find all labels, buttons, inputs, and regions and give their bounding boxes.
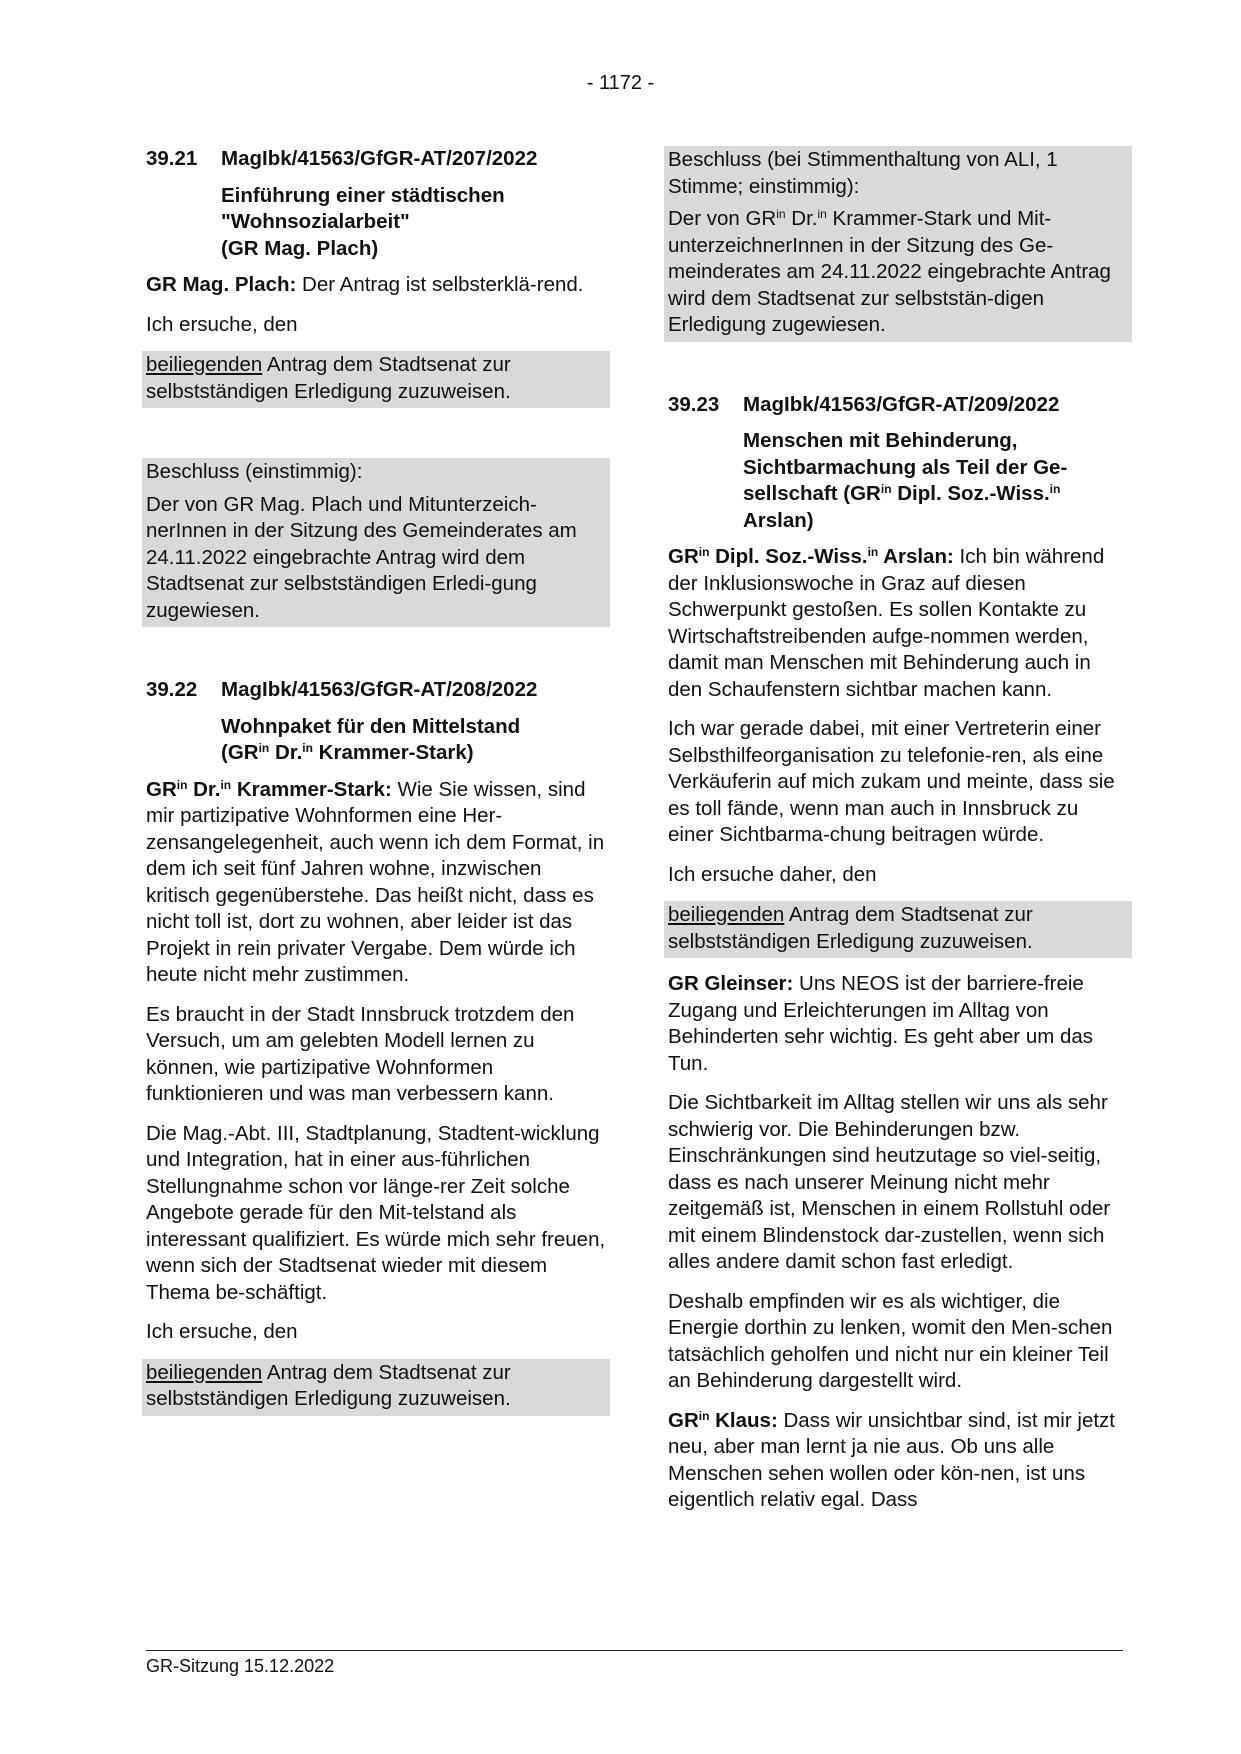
item-title: Menschen mit Behinderung, Sichtbarmachung als Teil der Ge-sellschaft ($GR^{in}$ Dipl. Soz.-Wiss.$^{in}$ Arslan) (743, 429, 1068, 532)
speech-text: Dass wir unsichtbar sind, ist mir jetzt neu, aber man lernt ja nie aus. Ob uns alle Menschen sehen wollen oder kön-nen, ist uns eigentlich relativ egal. Dass (668, 1408, 1115, 1511)
motion-box (664, 901, 1132, 958)
motion-box (142, 1359, 610, 1416)
item-title-line: Wohnpaket für den Mittelstand (221, 714, 521, 738)
motion-box (142, 351, 610, 408)
speech-text: Ich bin während der Inklusionswoche in Graz auf diesen Schwerpunkt gestoßen. Es sollen Kontakte zu Wirtschaftstreibenden aufge-nommen werden, damit man Menschen mit Behinderung auch in den Schaufenstern sichtbar machen kann. (668, 545, 1105, 701)
title-part: (GR (221, 741, 259, 764)
footer-text: GR-Sitzung 15.12.2022 (146, 1656, 335, 1676)
underlined-word: beiliegenden (668, 903, 785, 926)
item-title (221, 183, 606, 263)
speech-paragraph (146, 272, 606, 299)
speech-paragraph: Ich war gerade dabei, mit einer Vertreterin einer Selbsthilfeorganisation zu telefonie-ren, als eine Verkäuferin auf mich zukam und meinte, dass sie es toll fände, wenn man auch in Innsbruck zu einer Sichtbarma-chung beitragen würde. (668, 717, 1115, 846)
title-sup: in (258, 741, 270, 755)
motion-text (668, 902, 1128, 955)
decision-box (142, 458, 610, 627)
left-column (146, 146, 606, 1416)
speech-paragraph (668, 544, 1128, 703)
title-part: Dr. (269, 741, 303, 764)
speaker-name: $GR^{in}$ Dr.$^{in}$ Krammer-Stark: (146, 777, 392, 801)
speaker-name: $GR^{in}$ Dipl. Soz.-Wiss.$^{in}$ Arslan: (668, 545, 954, 568)
decision-text: Der von GR Mag. Plach und Mitunterzeich-nerInnen in der Sitzung des Gemeinderates am 24.11.2022 eingebrachte Antrag wird dem Stadtsenat zur selbstständigen Erledi-gung zugewiesen. (146, 492, 577, 622)
title-part: Krammer-Stark) (312, 741, 474, 764)
item-reference: MagIbk/41563/GfGR-AT/209/2022 (743, 392, 1060, 416)
motion-text (146, 352, 606, 405)
item-title-line: (GR Mag. Plach) (221, 236, 379, 260)
speech-paragraph: Die Mag.-Abt. III, Stadtplanung, Stadtent-wicklung und Integration, hat in einer aus-führlichen Stellungnahme schon vor länge-rer Zeit solche Angebote gerade für den Mit-telstand als interessant qualifiziert. Es würde mich sehr freuen, wenn sich der Stadtsenat wieder mit diesem Thema be-schäftigt. (146, 1121, 606, 1304)
decision-title: Beschluss (bei Stimmenthaltung von ALI, 1 Stimme; einstimmig): (668, 148, 1058, 198)
speaker-name: GR Gleinser: (668, 972, 794, 995)
item-heading-39-21 (146, 146, 606, 173)
speech-paragraph (668, 1408, 1128, 1514)
item-reference: MagIbk/41563/GfGR-AT/208/2022 (221, 678, 538, 701)
decision-text: Der von $GR^{in}$ Dr.$^{in}$ Krammer-Stark und Mit-unterzeichnerInnen in der Sitzung des Ge-meinderates am 24.11.2022 eingebrachte Antrag wird dem Stadtsenat zur selbststän-digen Erledigung zugewiesen. (668, 207, 1111, 336)
item-title-line: Einführung einer städtischen (221, 183, 505, 207)
speech-text: Der Antrag ist selbsterklä-rend. (296, 273, 584, 296)
item-heading-39-22 (146, 677, 606, 704)
underlined-word: beiliegenden (146, 1360, 263, 1384)
right-column (668, 146, 1128, 1527)
request-text: Ich ersuche, den (146, 1320, 298, 1343)
speaker-name: GR Mag. Plach: (146, 273, 297, 296)
motion-text (146, 1360, 606, 1413)
page-number: - 1172 - (586, 72, 655, 94)
motion-rest: Antrag dem Stadtsenat zur selbstständigen Erledigung zuzuweisen. (146, 1360, 511, 1410)
item-title-line (221, 740, 606, 767)
speech-paragraph (668, 971, 1128, 1077)
item-number: 39.22 (146, 678, 198, 701)
title-sup: in (302, 741, 313, 755)
speech-text: Wie Sie wissen, sind mir partizipative Wohnformen eine Her-zensangelegenheit, auch wenn ich dem Format, in dem ich seit fünf Jahren wohne, inzwischen kritisch gegenüberstehe. Das heißt nicht, dass es nicht toll ist, dort zu wohnen, aber leider ist das Projekt in rein privater Vergabe. Dem würde ich heute nicht mehr zustimmen. (146, 777, 605, 986)
item-number: 39.21 (146, 147, 198, 170)
item-number: 39.23 (668, 392, 720, 416)
item-reference: MagIbk/41563/GfGR-AT/207/2022 (221, 147, 538, 170)
speech-paragraph: Es braucht in der Stadt Innsbruck trotzdem den Versuch, um am gelebten Modell lernen zu können, wie partizipative Wohnformen funktionieren und was man verbessern kann. (146, 1002, 575, 1105)
speech-paragraph: Deshalb empfinden wir es als wichtiger, die Energie dorthin zu lenken, womit den Men-schen tatsächlich geholfen und nicht nur ein kleiner Teil an Behinderung dargestellt wird. (668, 1289, 1113, 1392)
motion-rest: Antrag dem Stadtsenat zur selbstständigen Erledigung zuzuweisen. (146, 353, 511, 403)
request-text: Ich ersuche, den (146, 312, 298, 336)
item-heading-39-23 (668, 392, 1128, 419)
item-title-line: "Wohnsozialarbeit" (221, 210, 410, 233)
speech-text: Uns NEOS ist der barriere-freie Zugang und Erleichterungen im Alltag von Behinderten sehr wichtig. Es geht aber um das Tun. (668, 972, 1094, 1075)
decision-title: Beschluss (einstimmig): (146, 460, 363, 483)
speech-paragraph (146, 777, 606, 989)
decision-box (664, 146, 1132, 342)
underlined-word: beiliegenden (146, 353, 263, 376)
speaker-name: $GR^{in}$ Klaus: (668, 1408, 778, 1432)
motion-rest: Antrag dem Stadtsenat zur selbstständigen Erledigung zuzuweisen. (668, 903, 1033, 953)
item-title (221, 714, 606, 767)
speech-paragraph: Die Sichtbarkeit im Alltag stellen wir uns als sehr schwierig vor. Die Behinderungen bzw. Einschränkungen sind heutzutage so viel-seitig, dass es nach unserer Meinung nicht mehr zeitgemäß ist, Menschen in einem Rollstuhl oder mit einem Blindenstock dar-zustellen, wenn sich alles andere damit schon fast erledigt. (668, 1091, 1111, 1273)
footer-divider (146, 1650, 1123, 1651)
request-text: Ich ersuche daher, den (668, 862, 877, 886)
